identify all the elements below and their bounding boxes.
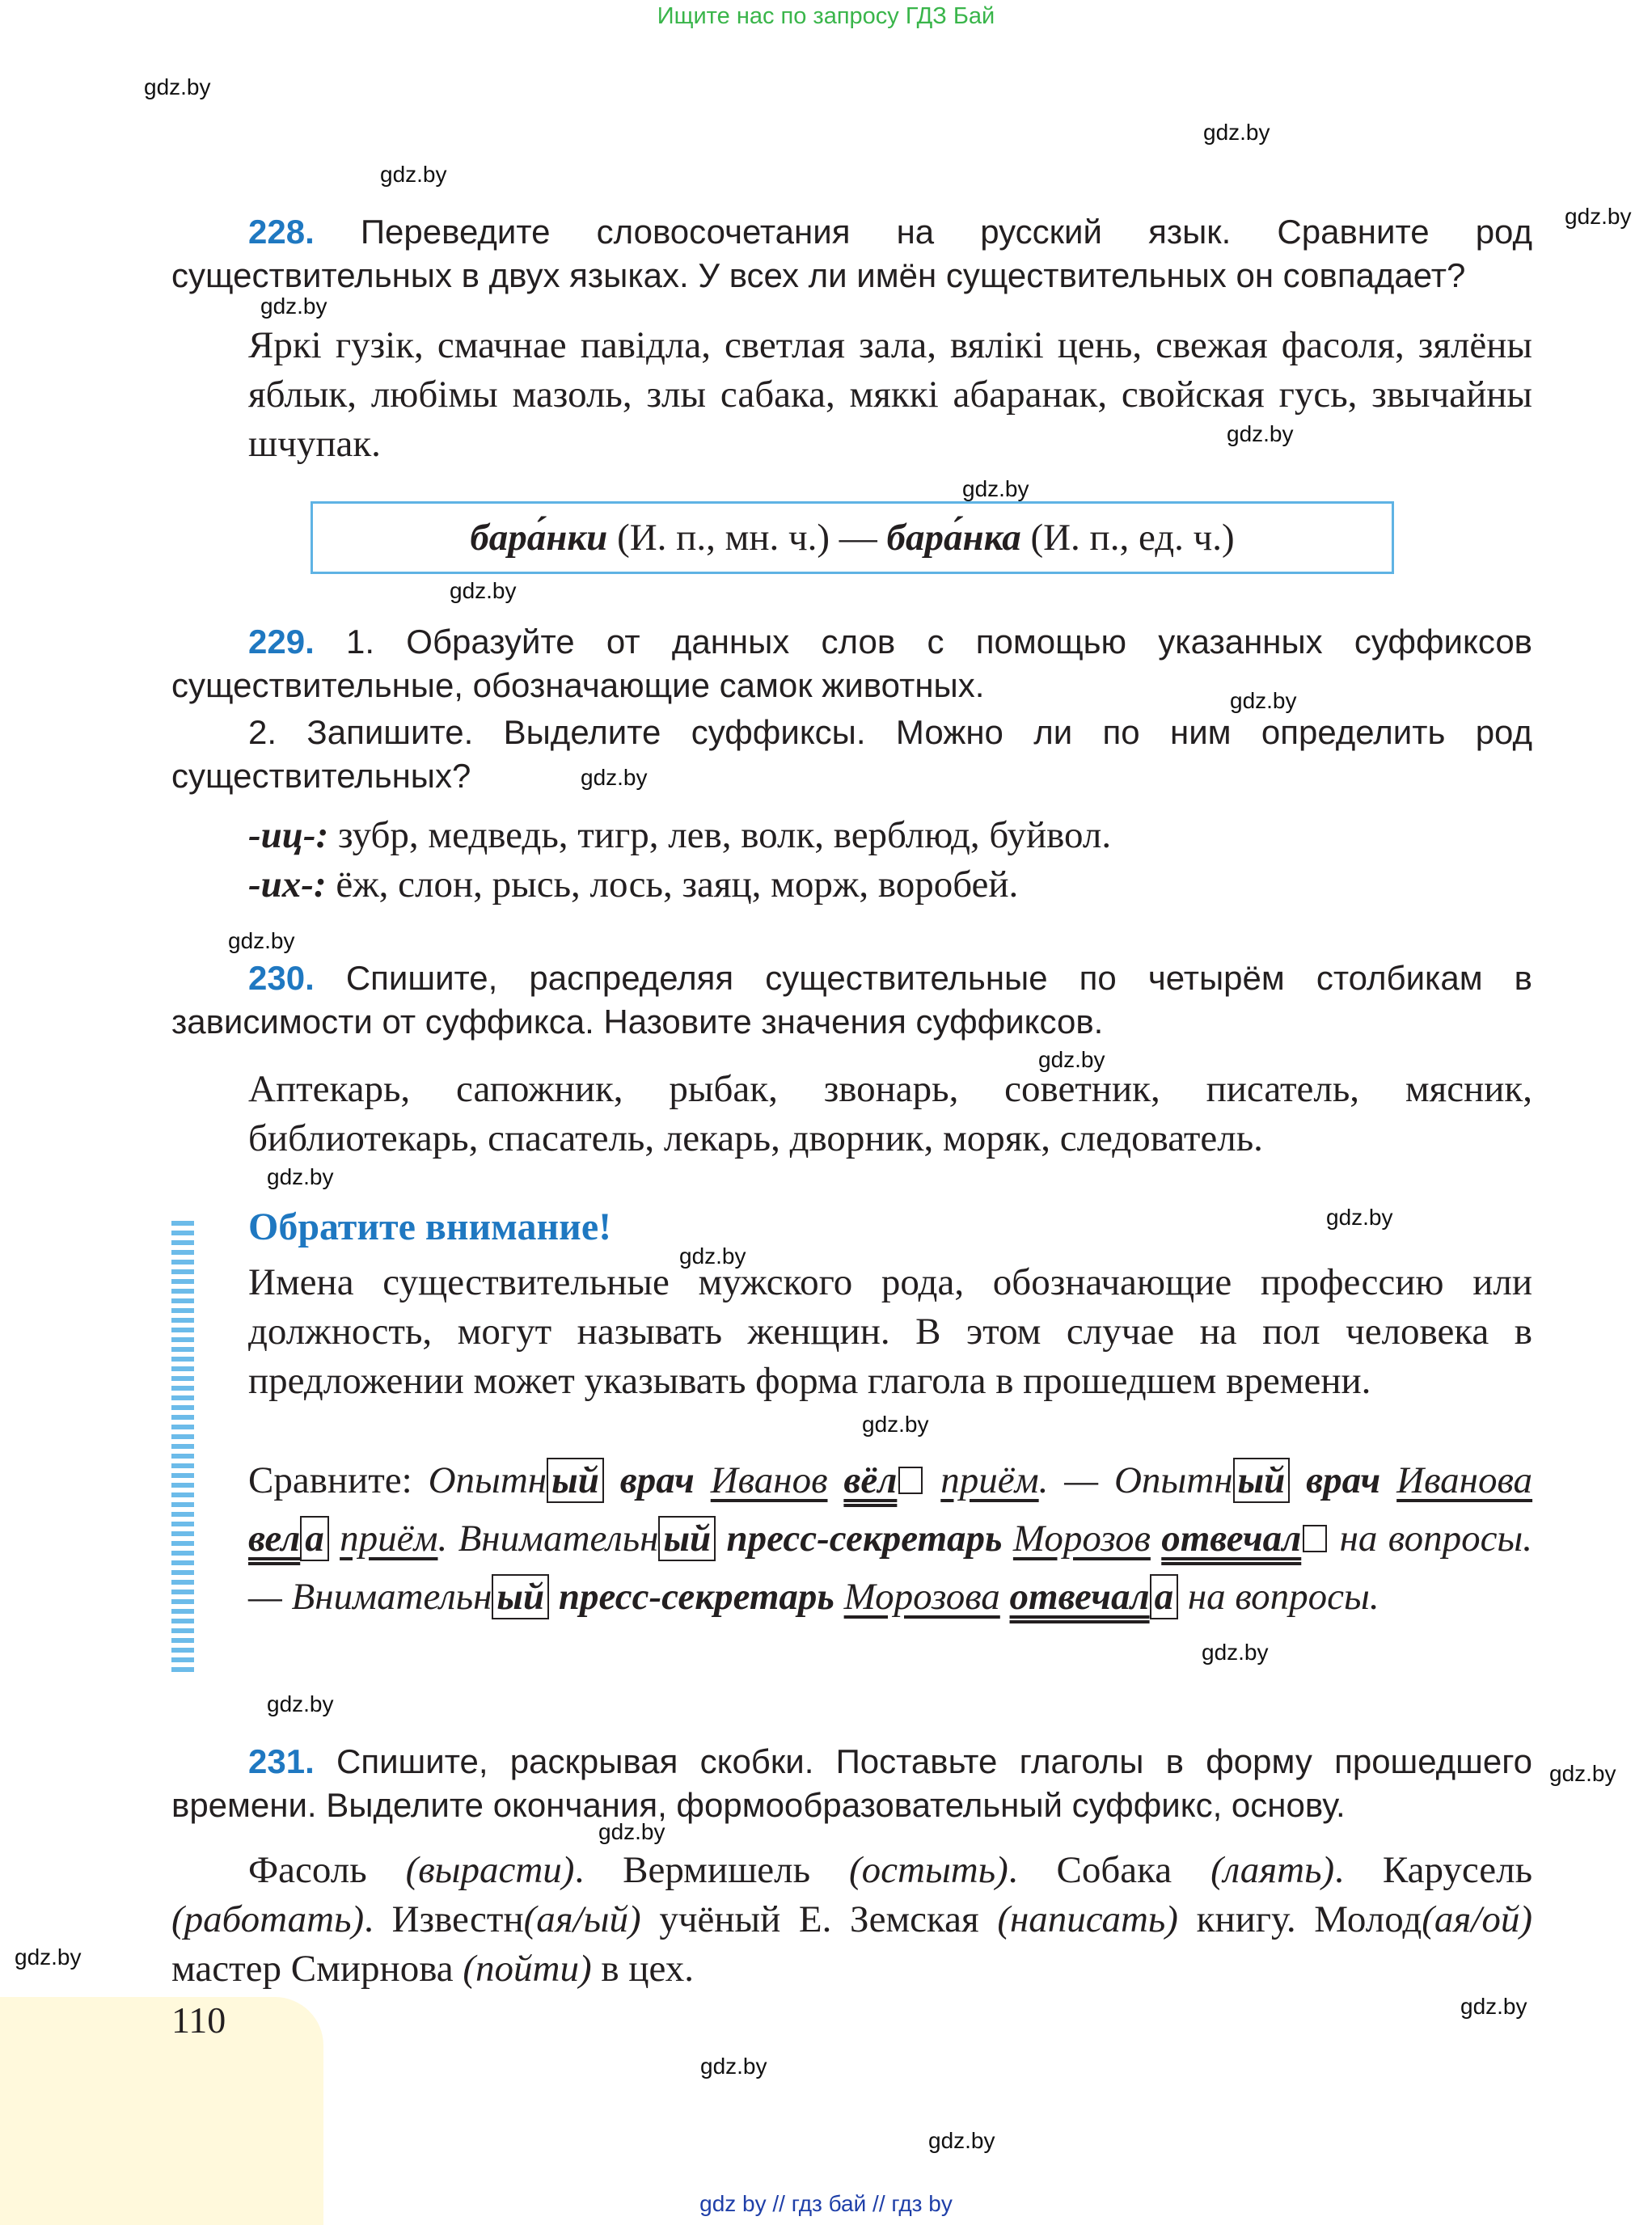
task-228-exercise xyxy=(248,321,1532,469)
task-number: 229. xyxy=(248,623,315,661)
watermark: gdz.by xyxy=(679,1243,746,1269)
task-text: Переведите словосочетания на русский язык. Сравните род существительных в двух языках. У всех ли имён существительных он совпадает? xyxy=(171,213,1532,294)
example-verb: вел xyxy=(248,1518,301,1560)
ending-hint: (ая/ый) xyxy=(523,1898,641,1940)
example-word: приём xyxy=(340,1518,438,1560)
exercise-text: . Вермишель xyxy=(574,1849,849,1891)
exercise-text: Фасоль xyxy=(248,1849,406,1891)
word-list: ёж, слон, рысь, лось, заяц, морж, воробей. xyxy=(326,863,1019,906)
rule-word-plural: бара́нки xyxy=(470,517,608,559)
exercise-text: . Известн xyxy=(364,1898,524,1940)
verb-hint: (лаять) xyxy=(1210,1849,1335,1891)
watermark: gdz.by xyxy=(962,476,1029,501)
task-number: 228. xyxy=(248,213,315,251)
example-word: на вопросы xyxy=(1187,1576,1370,1618)
watermark: gdz.by xyxy=(1227,421,1294,446)
example-word: Опытн xyxy=(1113,1459,1233,1501)
watermark: gdz.by xyxy=(581,765,648,790)
exercise-text: Яркі гузік, смачнае павідла, светлая зала, вялікі цень, свежая фасоля, зялёны яблык, любімы мазоль, злы сабака, мяккі абаранак, свойская гусь, звычайны шчупак. xyxy=(248,324,1532,465)
watermark: gdz.by xyxy=(598,1819,665,1844)
footer-links[interactable]: gdz by // гдз бай // гдз by xyxy=(699,2191,953,2216)
ending-box: ый xyxy=(658,1516,716,1561)
verb-hint: (остыть) xyxy=(848,1849,1008,1891)
example-word: Иванов xyxy=(710,1459,828,1501)
note-body xyxy=(248,1258,1532,1406)
example-word: пресс-секретарь xyxy=(558,1576,834,1618)
exercise-text: . Карусель xyxy=(1334,1849,1533,1891)
task-229-instruction xyxy=(171,620,1532,798)
empty-ending-box xyxy=(898,1467,923,1494)
task-text: 2. Запишите. Выделите суффиксы. Можно ли по ним определить род существительных? xyxy=(171,713,1532,795)
example-word: на вопросы xyxy=(1339,1518,1523,1560)
exercise-text: мастер Смирнова xyxy=(171,1948,463,1990)
watermark: gdz.by xyxy=(1202,1640,1269,1665)
example-verb: отвечал xyxy=(1161,1518,1302,1560)
note-stripe xyxy=(171,1221,194,1674)
watermark: gdz.by xyxy=(228,928,295,953)
example-word: приём xyxy=(940,1459,1039,1501)
watermark: gdz.by xyxy=(450,578,517,603)
exercise-text: в цех. xyxy=(591,1948,694,1990)
rule-box xyxy=(311,501,1394,574)
task-number: 230. xyxy=(248,959,315,997)
note-title: Обратите внимание! xyxy=(248,1205,612,1248)
note-text: Имена существительные мужского рода, обозначающие профессию или должность, могут называть женщин. В этом случае на пол человека в предложении может указывать форма глагола в прошедшем времени. xyxy=(248,1261,1532,1402)
verb-hint: (вырасти) xyxy=(405,1849,575,1891)
example-word: Внимательн xyxy=(291,1576,492,1618)
watermark: gdz.by xyxy=(15,1944,82,1970)
example-word: врач xyxy=(1306,1459,1381,1501)
watermark: gdz.by xyxy=(267,1691,334,1716)
watermark: gdz.by xyxy=(1460,1994,1527,2019)
ending-box: ый xyxy=(492,1574,549,1619)
verb-hint: (пойти) xyxy=(463,1948,592,1990)
watermark: gdz.by xyxy=(1565,204,1632,229)
example-verb: вёл xyxy=(843,1459,898,1501)
rule-word-singular: бара́нка xyxy=(886,517,1021,559)
watermark: gdz.by xyxy=(1230,688,1297,713)
watermark: gdz.by xyxy=(862,1412,929,1437)
task-text: Спишите, раскрывая скобки. Поставьте глаголы в форму прошедшего времени. Выделите окончания, формообразовательный суффикс, основу. xyxy=(171,1742,1532,1824)
task-number: 231. xyxy=(248,1742,315,1780)
top-banner: Ищите нас по запросу ГДЗ Бай xyxy=(657,3,995,29)
exercise-text: Аптекарь, сапожник, рыбак, звонарь, советник, писатель, мясник, библиотекарь, спасатель, лекарь, дворник, моряк, следователь. xyxy=(248,1068,1532,1159)
ending-box: ый xyxy=(1233,1458,1291,1503)
watermark: gdz.by xyxy=(1203,120,1270,145)
example-word: Опытн xyxy=(428,1459,547,1501)
watermark: gdz.by xyxy=(928,2128,995,2153)
watermark: gdz.by xyxy=(1549,1761,1616,1786)
task-text: 1. Образуйте от данных слов с помощью указанных суффиксов существительные, обозначающие самок животных. xyxy=(171,623,1532,704)
example-verb: отвечал xyxy=(1009,1576,1150,1618)
task-229-exercise xyxy=(248,811,1532,910)
note-examples: Сравните: Опытн ый врач Иванов вёл приём. — Опытн ый врач Иванова вел а приём. Внимательн ый пресс-секретарь Морозов отвечал на вопросы. — Внимательн ый пресс-секретарь Морозова отвечал а на вопросы. xyxy=(248,1459,1533,1618)
watermark: gdz.by xyxy=(144,74,211,99)
empty-ending-box xyxy=(1303,1525,1327,1552)
rule-note: (И. п., мн. ч.) — xyxy=(607,517,887,559)
compare-label: Сравните: xyxy=(248,1459,412,1501)
suffix-label: -иц-: xyxy=(248,814,329,856)
example-word: Морозова xyxy=(843,1576,1000,1618)
page-number: 110 xyxy=(171,1999,226,2041)
ending-hint: (ая/ой) xyxy=(1422,1898,1532,1940)
exercise-text: . Собака xyxy=(1008,1849,1211,1891)
task-230-instruction xyxy=(171,956,1532,1044)
ending-box: а xyxy=(300,1516,329,1561)
watermark: gdz.by xyxy=(267,1164,334,1189)
ending-box: а xyxy=(1150,1574,1179,1619)
watermark: gdz.by xyxy=(1038,1047,1105,1072)
watermark: gdz.by xyxy=(380,162,447,187)
example-word: Иванова xyxy=(1396,1459,1533,1501)
exercise-text: учёный Е. Земская xyxy=(640,1898,998,1940)
task-231-instruction xyxy=(171,1740,1532,1827)
exercise-text: книгу. Молод xyxy=(1177,1898,1422,1940)
example-word: пресс-секретарь xyxy=(726,1518,1003,1560)
ending-box: ый xyxy=(547,1458,604,1503)
verb-hint: (работать) xyxy=(171,1898,365,1940)
watermark: gdz.by xyxy=(1326,1205,1393,1230)
example-word: Морозов xyxy=(1012,1518,1151,1560)
task-text: Спишите, распределяя существительные по четырём столбикам в зависимости от суффикса. Назовите значения суффиксов. xyxy=(171,959,1532,1041)
word-list: зубр, медведь, тигр, лев, волк, верблюд, буйвол. xyxy=(328,814,1112,856)
verb-hint: (написать) xyxy=(997,1898,1178,1940)
example-word: врач xyxy=(619,1459,695,1501)
example-dash: . — xyxy=(1038,1459,1114,1501)
task-231-exercise xyxy=(171,1846,1532,1994)
suffix-label: -их-: xyxy=(248,863,327,906)
watermark: gdz.by xyxy=(700,2054,767,2079)
example-word: Внимательн xyxy=(458,1518,659,1560)
rule-note: (И. п., ед. ч.) xyxy=(1020,517,1235,559)
task-230-exercise xyxy=(248,1065,1532,1163)
watermark: gdz.by xyxy=(260,293,327,319)
task-228-instruction xyxy=(171,210,1532,298)
